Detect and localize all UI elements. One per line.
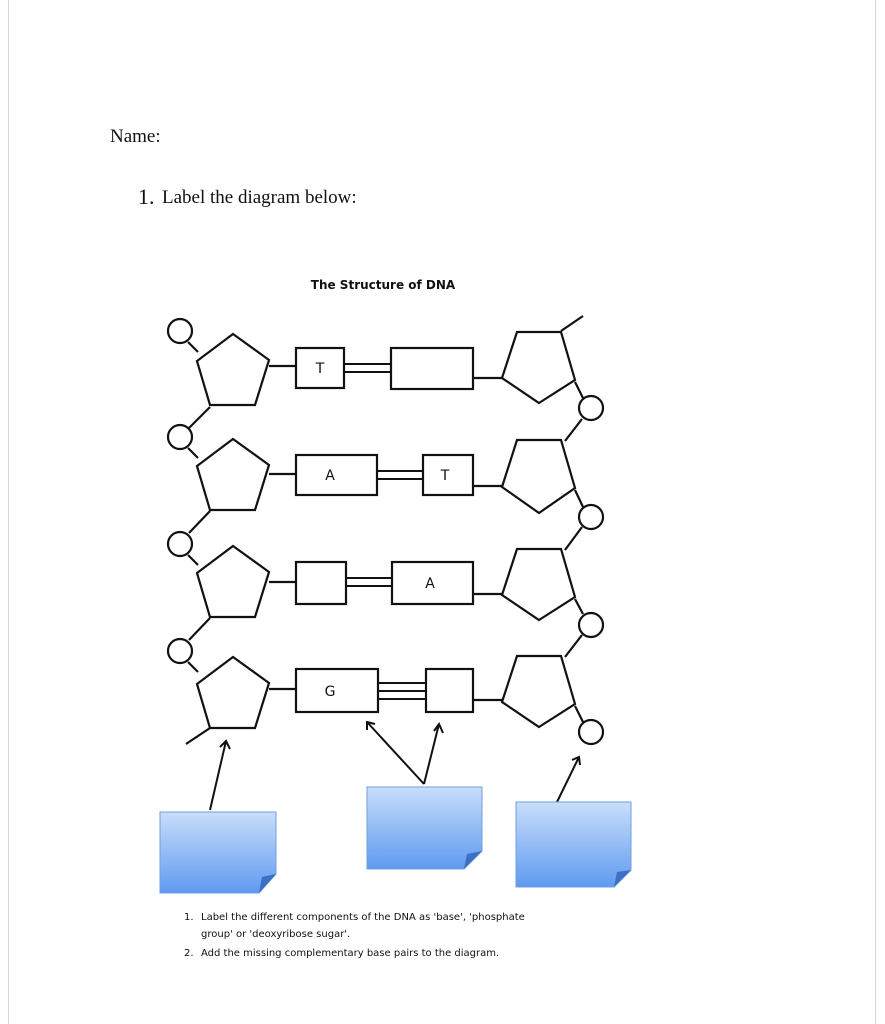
base-letter-row2-left: A (325, 468, 335, 484)
sugar-left-3 (197, 546, 269, 617)
diagram-title: The Structure of DNA (310, 278, 456, 292)
sugar-base-connectors (269, 366, 502, 700)
answer-box-left[interactable] (160, 812, 276, 893)
phosphate-group-right-2 (579, 505, 603, 529)
instruction-2-number: 2. (184, 948, 194, 959)
instructions (184, 912, 525, 959)
phosphate-group-left-2 (168, 425, 192, 449)
arrow-middle-left (367, 722, 424, 784)
answer-box-middle[interactable] (367, 787, 482, 869)
hydrogen-bonds (344, 364, 426, 699)
sugar-right-4 (502, 656, 575, 727)
question-number: 1. (138, 184, 155, 209)
name-label: Name: (110, 126, 161, 147)
instruction-1-line-1: Label the different components of the DNA as 'base', 'phosphate (201, 912, 525, 923)
base-letter-row2-right: T (440, 468, 450, 484)
base-row4-right (426, 669, 473, 712)
base-letter-row1-left: T (315, 361, 325, 377)
sugar-left-4 (197, 657, 269, 728)
sugar-right-1 (502, 332, 575, 403)
sugar-right-2 (502, 440, 575, 513)
answer-boxes (160, 787, 631, 893)
phosphate-group-left-4 (168, 639, 192, 663)
arrow-right (557, 757, 579, 802)
question-text: Label the diagram below: (162, 187, 357, 208)
instruction-1-number: 1. (184, 912, 194, 923)
base-row1-right (391, 348, 473, 389)
phosphate-group-right-4 (579, 720, 603, 744)
base-row3-left (296, 562, 346, 604)
instruction-2-line-1: Add the missing complementary base pairs to the diagram. (201, 948, 500, 959)
base-row2-left (296, 455, 377, 495)
base-row4-left (296, 669, 378, 712)
deoxyribose-sugars (197, 332, 575, 728)
arrow-middle-right (424, 724, 439, 784)
base-letter-row3-right: A (425, 576, 435, 592)
phosphate-group-right-3 (579, 613, 603, 637)
answer-box-right[interactable] (516, 802, 631, 887)
base-letter-row4-left: G (324, 684, 336, 700)
sugar-left-1 (197, 334, 269, 405)
sugar-left-2 (197, 439, 269, 510)
bases (296, 348, 473, 712)
instruction-1-line-2: group' or 'deoxyribose sugar'. (201, 929, 351, 940)
arrow-left (210, 741, 226, 810)
phosphate-group-left-1 (168, 319, 192, 343)
phosphate-group-left-3 (168, 532, 192, 556)
phosphate-group-right-1 (579, 396, 603, 420)
sugar-right-3 (502, 549, 575, 620)
